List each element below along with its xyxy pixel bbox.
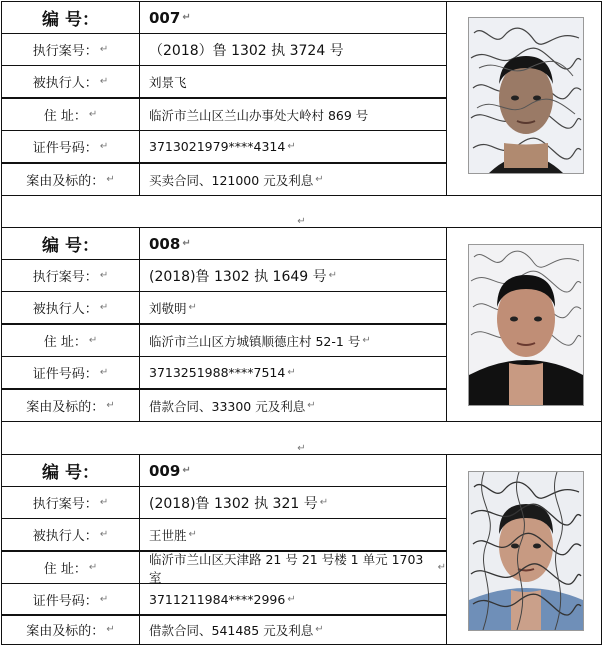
record-008 [1, 227, 602, 422]
record-009 [1, 454, 602, 645]
case-no-label: 执行案号： ↵ [1, 486, 140, 519]
person-value: 王世胜 ↵ [139, 518, 447, 551]
address-value: 临沂市兰山区天津路 21 号 21 号楼 1 单元 1703 室 ↵ [139, 551, 447, 584]
case-no-value: (2018)鲁 1302 执 1649 号 ↵ [139, 259, 447, 292]
number-label: 编 号： [1, 454, 140, 487]
reason-value: 买卖合同、121000 元及利息 ↵ [139, 163, 447, 196]
address-label: 住 址： ↵ [1, 98, 140, 131]
photo-cell [446, 227, 602, 422]
address-value: 临沂市兰山区方城镇顺德庄村 52-1 号 ↵ [139, 324, 447, 357]
case-no-label: 执行案号： ↵ [1, 259, 140, 292]
person-value: 刘敬明 ↵ [139, 291, 447, 324]
person-label: 被执行人： ↵ [1, 518, 140, 551]
number-label: 编 号： [1, 227, 140, 260]
address-label: 住 址： ↵ [1, 551, 140, 584]
record-007 [1, 1, 602, 196]
separator-row: ↵ [1, 421, 602, 455]
photo-cell [446, 454, 602, 645]
case-no-value: （2018）鲁 1302 执 3724 号 [139, 33, 447, 66]
person-value: 刘景飞 [139, 65, 447, 98]
reason-label: 案由及标的： ↵ [1, 163, 140, 196]
address-label: 住 址： ↵ [1, 324, 140, 357]
number-value: 008 ↵ [139, 227, 447, 260]
case-no-label: 执行案号： ↵ [1, 33, 140, 66]
id-value: 3713021979****4314 ↵ [139, 130, 447, 163]
reason-value: 借款合同、541485 元及利息 ↵ [139, 614, 447, 645]
reason-label: 案由及标的： ↵ [1, 614, 140, 645]
number-label: 编 号： [1, 1, 140, 34]
id-label: 证件号码： ↵ [1, 356, 140, 389]
id-value: 3711211984****2996 ↵ [139, 583, 447, 616]
number-value: 009 ↵ [139, 454, 447, 487]
number-value: 007 ↵ [139, 1, 447, 34]
separator-row: ↵ [1, 195, 602, 228]
reason-label: 案由及标的： ↵ [1, 389, 140, 422]
id-label: 证件号码： ↵ [1, 583, 140, 616]
portrait-photo [468, 17, 584, 174]
photo-cell [446, 1, 602, 196]
portrait-photo [468, 244, 584, 406]
id-value: 3713251988****7514 ↵ [139, 356, 447, 389]
address-value: 临沂市兰山区兰山办事处大岭村 869 号 [139, 98, 447, 131]
portrait-photo [468, 471, 584, 631]
person-label: 被执行人： ↵ [1, 65, 140, 98]
case-no-value: (2018)鲁 1302 执 321 号 ↵ [139, 486, 447, 519]
id-label: 证件号码： ↵ [1, 130, 140, 163]
person-label: 被执行人： ↵ [1, 291, 140, 324]
reason-value: 借款合同、33300 元及利息 ↵ [139, 389, 447, 422]
